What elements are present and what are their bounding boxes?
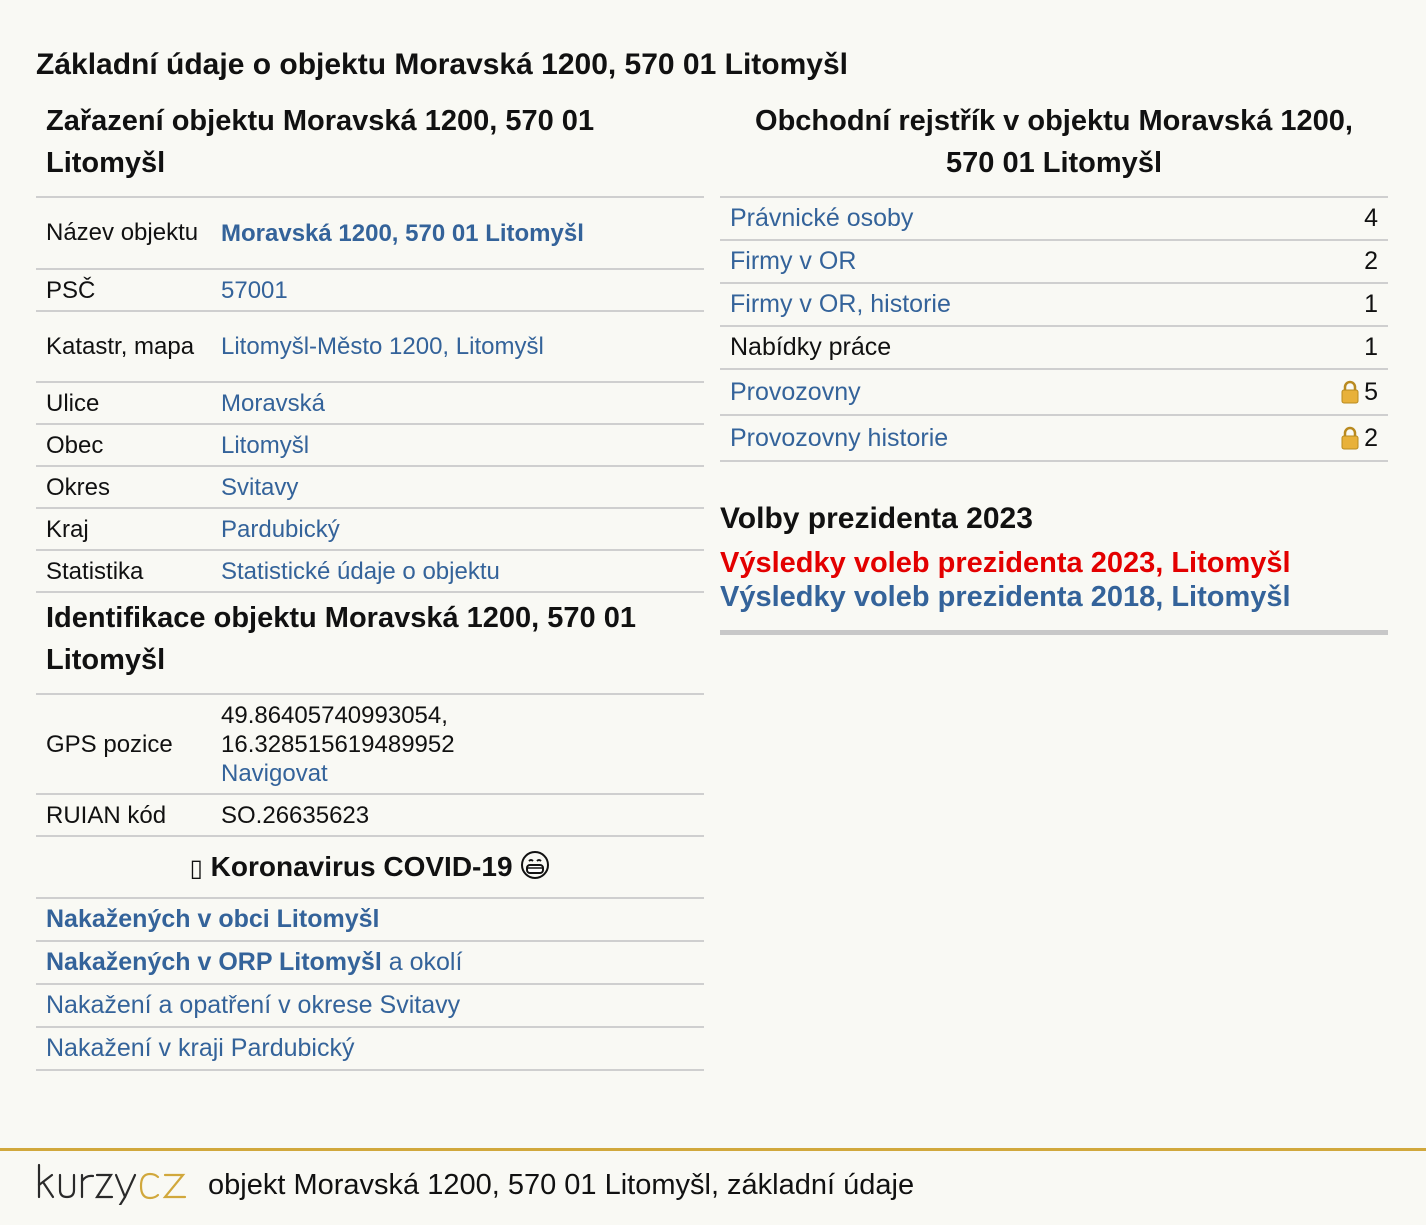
- face-mask-icon: [520, 841, 550, 901]
- table-row: [36, 550, 704, 592]
- divider: [720, 630, 1388, 635]
- firmy-v-or-historie-link[interactable]: Firmy v OR, historie: [730, 290, 951, 318]
- volby-2023-link[interactable]: Výsledky voleb prezidenta 2023, Litomyšl: [720, 547, 1291, 579]
- or-row-provozovny-historie: [720, 416, 1388, 462]
- row-label: Katastr, mapa: [36, 311, 211, 382]
- covid-row-okres: [36, 985, 704, 1028]
- nabidky-prace-label: Nabídky práce: [730, 333, 892, 361]
- row-value: [211, 695, 704, 794]
- row-label: GPS pozice: [36, 695, 211, 794]
- navigovat-link[interactable]: Navigovat: [221, 759, 328, 787]
- right-column: [720, 100, 1388, 635]
- covid-row-obec: [36, 899, 704, 942]
- okres-link[interactable]: Svitavy: [221, 473, 299, 501]
- covid-row-kraj: [36, 1028, 704, 1071]
- or-row-firmy-historie: [720, 284, 1388, 327]
- table-row: [36, 466, 704, 508]
- obec-link[interactable]: Litomyšl: [221, 431, 310, 459]
- or-count: 4: [1364, 204, 1378, 232]
- table-row: [36, 311, 704, 382]
- row-label: Ulice: [36, 382, 211, 424]
- or-count-wrap: [1340, 424, 1378, 453]
- table-row: [36, 508, 704, 550]
- covid-orp-suffix[interactable]: a okolí: [381, 948, 463, 976]
- row-value: [211, 466, 704, 508]
- identifikace-heading: Identifikace objektu Moravská 1200, 570 01 Litomyšl: [36, 593, 704, 695]
- gps-latitude: 49.86405740993054,: [221, 701, 448, 729]
- or-row-firmy: [720, 241, 1388, 284]
- row-value: [211, 508, 704, 550]
- table-row: [36, 794, 704, 836]
- row-label: Obec: [36, 424, 211, 466]
- volby-heading: Volby prezidenta 2023: [720, 502, 1033, 535]
- or-row-provozovny: [720, 370, 1388, 416]
- covid-okres-link[interactable]: Nakažení a opatření v okrese Svitavy: [46, 991, 461, 1019]
- or-count: 1: [1364, 290, 1378, 318]
- page-title: Základní údaje o objektu Moravská 1200, 570 01 Litomyšl: [36, 48, 848, 81]
- row-label: Kraj: [36, 508, 211, 550]
- volby-section: [720, 502, 1388, 635]
- or-row-nabidky-prace: [720, 327, 1388, 370]
- gps-longitude: 16.328515619489952: [221, 730, 455, 758]
- zarazeni-heading: Zařazení objektu Moravská 1200, 570 01 Litomyšl: [36, 100, 704, 198]
- ulice-link[interactable]: Moravská: [221, 389, 326, 417]
- psc-link[interactable]: 57001: [221, 276, 288, 304]
- covid-heading: [36, 837, 704, 899]
- provozovny-link[interactable]: Provozovny: [730, 377, 861, 406]
- table-row: [36, 382, 704, 424]
- row-label: Okres: [36, 466, 211, 508]
- covid-kraj-link[interactable]: Nakažení v kraji Pardubický: [46, 1034, 355, 1062]
- footer-text: objekt Moravská 1200, 570 01 Litomyšl, základní údaje: [208, 1169, 915, 1201]
- lock-icon[interactable]: [1340, 426, 1360, 450]
- katastr-link[interactable]: Litomyšl-Město 1200, Litomyšl: [221, 333, 544, 360]
- obchodni-heading: Obchodní rejstřík v objektu Moravská 1200, 570 01 Litomyšl: [720, 100, 1388, 198]
- table-row: [36, 269, 704, 311]
- table-row: [36, 198, 704, 269]
- or-count: 5: [1364, 377, 1378, 406]
- zarazeni-table: [36, 198, 704, 593]
- volby-2018-link[interactable]: Výsledky voleb prezidenta 2018, Litomyšl: [720, 581, 1291, 613]
- row-label: Statistika: [36, 550, 211, 592]
- table-row: [36, 424, 704, 466]
- or-count-wrap: [1340, 378, 1378, 407]
- row-value: [211, 382, 704, 424]
- firmy-v-or-link[interactable]: Firmy v OR: [730, 247, 857, 275]
- covid-obec-link[interactable]: Nakažených v obci Litomyšl: [46, 905, 380, 933]
- covid-orp-link[interactable]: Nakažených v ORP Litomyšl: [46, 948, 382, 976]
- or-count: 2: [1364, 247, 1378, 275]
- row-value: SO.26635623: [211, 794, 704, 836]
- missing-glyph-icon: ▯: [189, 855, 203, 882]
- covid-row-orp: [36, 942, 704, 985]
- row-value: [211, 424, 704, 466]
- or-count: 2: [1364, 423, 1378, 452]
- left-column: [36, 100, 704, 1071]
- nazev-objektu-link[interactable]: Moravská 1200, 570 01 Litomyšl: [221, 219, 584, 247]
- row-label: RUIAN kód: [36, 794, 211, 836]
- row-label: Název objektu: [36, 198, 211, 269]
- or-row-pravnicke-osoby: [720, 198, 1388, 241]
- row-value: [211, 269, 704, 311]
- or-count: 1: [1364, 333, 1378, 361]
- covid-heading-text: Koronavirus COVID-19: [210, 851, 513, 882]
- row-value: [211, 550, 704, 592]
- row-label: PSČ: [36, 269, 211, 311]
- footer: [0, 1148, 1426, 1225]
- table-row: [36, 695, 704, 794]
- row-value: [211, 311, 704, 382]
- lock-icon[interactable]: [1340, 380, 1360, 404]
- provozovny-historie-link[interactable]: Provozovny historie: [730, 423, 949, 452]
- kraj-link[interactable]: Pardubický: [221, 515, 340, 543]
- row-value: [211, 198, 704, 269]
- kurzycz-logo[interactable]: [36, 1161, 192, 1210]
- statistika-link[interactable]: Statistické údaje o objektu: [221, 557, 500, 585]
- identifikace-table: [36, 695, 704, 837]
- pravnicke-osoby-link[interactable]: Právnické osoby: [730, 204, 914, 232]
